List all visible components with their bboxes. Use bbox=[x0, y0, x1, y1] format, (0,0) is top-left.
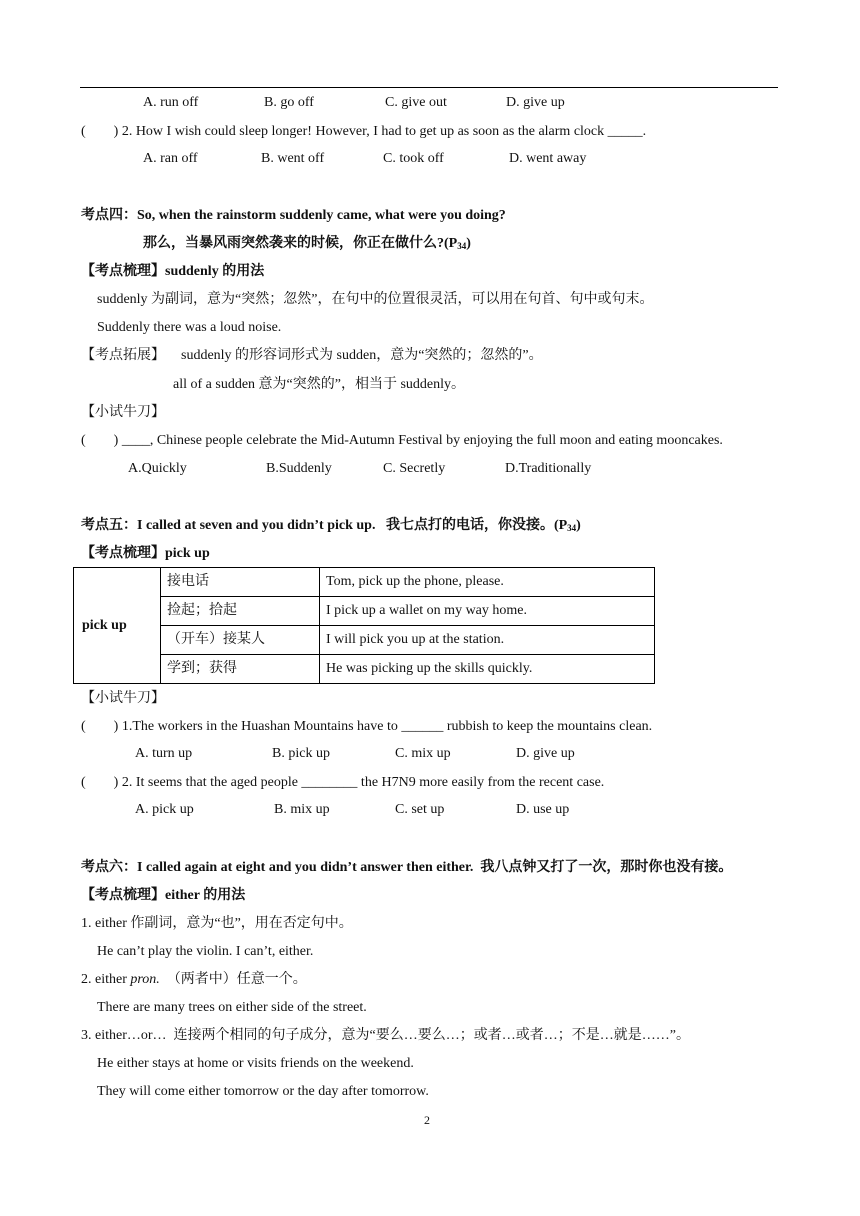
point4-practice-head: 【小试牛刀】 bbox=[81, 405, 165, 420]
point4-summary-head: 【考点梳理】suddenly 的用法 bbox=[81, 264, 265, 279]
option-a: A.Quickly bbox=[128, 461, 187, 476]
option-b: B. go off bbox=[264, 95, 314, 110]
example-cell: Tom, pick up the phone, please. bbox=[320, 568, 655, 597]
option-a: A. pick up bbox=[135, 802, 194, 817]
option-d: D. give up bbox=[516, 746, 575, 761]
point6-summary-head: 【考点梳理】either 的用法 bbox=[81, 888, 246, 903]
table-row bbox=[74, 597, 655, 626]
table-row bbox=[74, 568, 655, 597]
point4-translation: 那么，当暴风雨突然袭来的时候，你正在做什么$?(P_{34})$ bbox=[143, 236, 471, 251]
point5-practice-head: 【小试牛刀】 bbox=[81, 691, 165, 706]
point4-expand-line1: suddenly 的形容词形式为 sudden，意为“突然的；忽然的”。 bbox=[181, 348, 543, 363]
option-d: D. went away bbox=[509, 151, 587, 166]
option-a: A. ran off bbox=[143, 151, 198, 166]
page-number: 2 bbox=[424, 1113, 430, 1127]
point4-expand-head: 【考点拓展】 bbox=[81, 348, 165, 363]
option-d: D. give up bbox=[506, 95, 565, 110]
point5-q1-stem: ( ) 1.The workers in the Huashan Mountains have to ______ rubbish to keep the mountains clean. bbox=[81, 719, 653, 734]
option-b: B.Suddenly bbox=[266, 461, 332, 476]
option-a: A. run off bbox=[143, 95, 199, 110]
example-cell: I will pick you up at the station. bbox=[320, 626, 655, 655]
either-item-2-example: There are many trees on either side of the street. bbox=[97, 1000, 367, 1015]
either-item-3: 3. either…or… 连接两个相同的句子成分，意为“要么…要么…；或者…或者…；不是…就是……”。 bbox=[81, 1028, 690, 1043]
point6-title: 考点六：I called again at eight and you didn’t answer then either. 我八点钟又打了一次，那时你也没有接。 bbox=[81, 860, 733, 875]
option-c: C. set up bbox=[395, 802, 445, 817]
either-item-3-example-1: He either stays at home or visits friends on the weekend. bbox=[97, 1056, 414, 1071]
point4-summary-body: suddenly 为副词，意为“突然；忽然”，在句中的位置很灵活，可以用在句首、句中或句末。 bbox=[97, 292, 654, 307]
meaning-cell: 学到；获得 bbox=[161, 655, 320, 684]
option-b: B. pick up bbox=[272, 746, 330, 761]
meaning-cell: （开车）接某人 bbox=[161, 626, 320, 655]
option-b: B. mix up bbox=[274, 802, 330, 817]
point4-title: 考点四：So, when the rainstorm suddenly came, what were you doing? bbox=[81, 208, 506, 223]
table-row bbox=[74, 655, 655, 684]
either-item-1: 1. either 作副词，意为“也”，用在否定句中。 bbox=[81, 916, 353, 931]
point5-q2-stem: ( ) 2. It seems that the aged people ________ the H7N9 more easily from the recent case. bbox=[81, 775, 605, 790]
option-b: B. went off bbox=[261, 151, 325, 166]
option-c: C. took off bbox=[383, 151, 444, 166]
option-d: D.Traditionally bbox=[505, 461, 592, 476]
point5-summary-head: 【考点梳理】pick up bbox=[81, 546, 210, 561]
option-c: C. Secretly bbox=[383, 461, 446, 476]
option-c: C. mix up bbox=[395, 746, 451, 761]
meaning-cell: 接电话 bbox=[161, 568, 320, 597]
either-item-1-example: He can’t play the violin. I can’t, either. bbox=[97, 944, 314, 959]
point4-example: Suddenly there was a loud noise. bbox=[97, 320, 282, 335]
point5-title: 考点五：I called at seven and you didn’t pick up. 我七点打的电话，你没接。$(P_{34})$ bbox=[81, 518, 581, 533]
example-cell: I pick up a wallet on my way home. bbox=[320, 597, 655, 626]
table-row bbox=[74, 626, 655, 655]
option-c: C. give out bbox=[385, 95, 447, 110]
meaning-cell: 捡起；拾起 bbox=[161, 597, 320, 626]
either-item-3-example-2: They will come either tomorrow or the day after tomorrow. bbox=[97, 1084, 429, 1099]
question-stem: ( ) 2. How I wish could sleep longer! However, I had to get up as soon as the alarm clock _____. bbox=[81, 124, 647, 139]
point4-expand-line2: all of a sudden 意为“突然的”，相当于 suddenly。 bbox=[173, 377, 466, 392]
table-head-cell: pick up bbox=[74, 568, 161, 684]
pick-up-table bbox=[73, 567, 655, 684]
point4-question-stem: ( ) ____, Chinese people celebrate the Mid-Autumn Festival by enjoying the full moon and eating mooncakes. bbox=[81, 433, 723, 448]
either-item-2: 2. either pron. （两者中）任意一个。 bbox=[81, 972, 307, 987]
top-rule bbox=[80, 87, 778, 88]
example-cell: He was picking up the skills quickly. bbox=[320, 655, 655, 684]
option-d: D. use up bbox=[516, 802, 570, 817]
option-a: A. turn up bbox=[135, 746, 193, 761]
